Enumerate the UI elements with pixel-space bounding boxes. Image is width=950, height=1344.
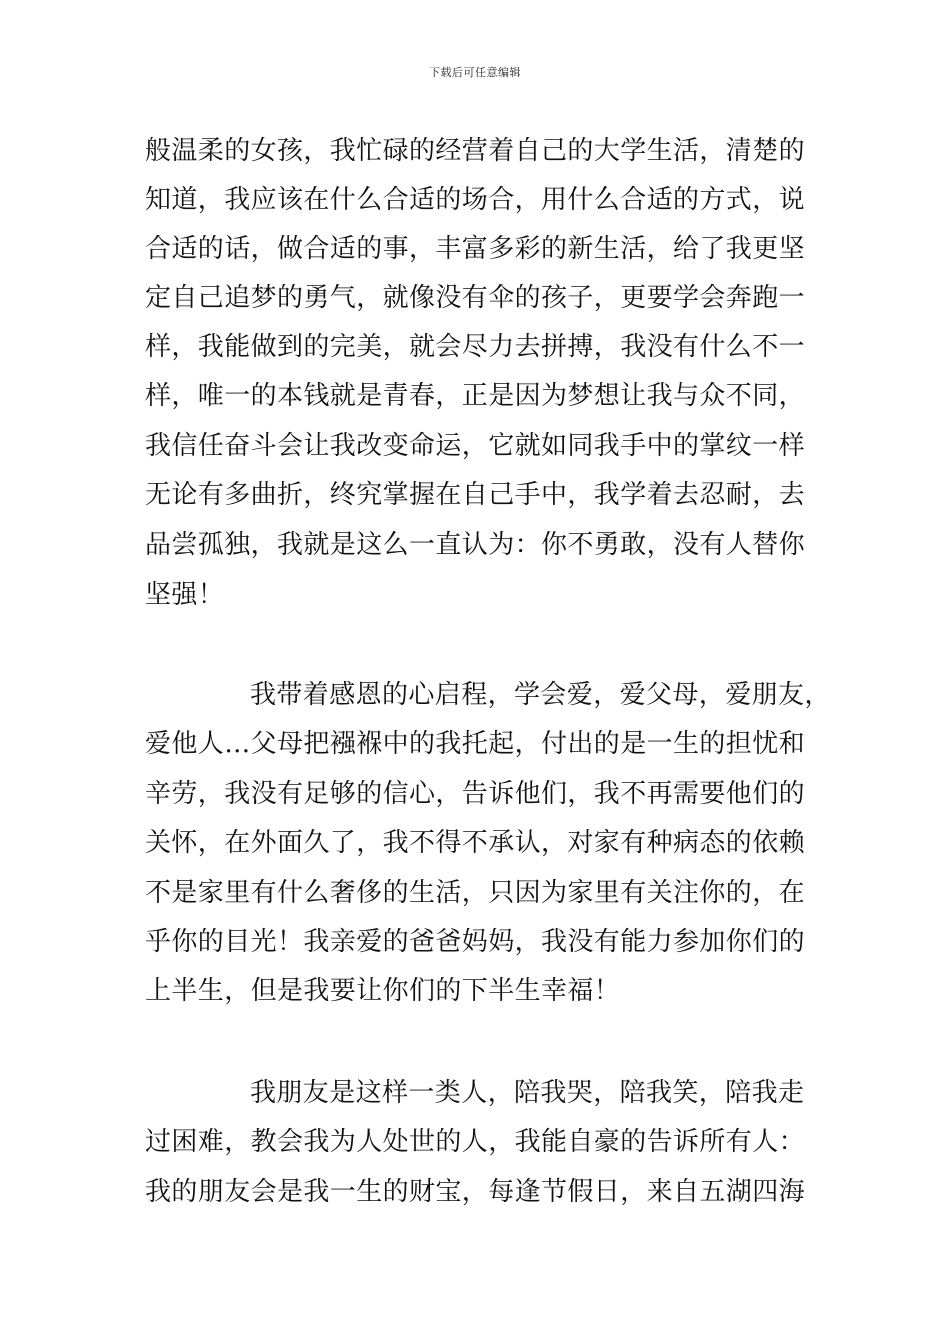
text-line: 爱他人…父母把襁褓中的我托起，付出的是一生的担忧和 <box>145 729 806 759</box>
text-line: 我信任奋斗会让我改变命运，它就如同我手中的掌纹一样 <box>145 431 806 461</box>
text-line: 般温柔的女孩，我忙碌的经营着自己的大学生活，清楚的 <box>145 136 806 166</box>
text-line: 品尝孤独，我就是这么一直认为：你不勇敢，没有人替你 <box>145 530 806 560</box>
text-line: 样，我能做到的完美，就会尽力去拼搏，我没有什么不一 <box>145 332 806 362</box>
text-line: 我的朋友会是我一生的财宝，每逢节假日，来自五湖四海 <box>145 1177 806 1207</box>
text-line: 过困难，教会我为人处世的人，我能自豪的告诉所有人： <box>145 1127 806 1157</box>
text-line: 上半生，但是我要让你们的下半生幸福！ <box>145 976 621 1006</box>
text-line: 无论有多曲折，终究掌握在自己手中，我学着去忍耐，去 <box>145 480 806 510</box>
text-line-indented: 我朋友是这样一类人，陪我哭，陪我笑，陪我走 <box>250 1078 805 1108</box>
text-line-indented: 我带着感恩的心启程，学会爱，爱父母，爱朋友， <box>250 680 831 710</box>
text-line: 知道，我应该在什么合适的场合，用什么合适的方式，说 <box>145 185 806 215</box>
text-line: 坚强！ <box>145 580 225 610</box>
text-line: 乎你的目光！我亲爱的爸爸妈妈，我没有能力参加你们的 <box>145 927 806 957</box>
text-line: 样，唯一的本钱就是青春，正是因为梦想让我与众不同， <box>145 381 806 411</box>
text-line: 合适的话，做合适的事，丰富多彩的新生活，给了我更坚 <box>145 234 806 264</box>
text-line: 关怀，在外面久了，我不得不承认，对家有种病态的依赖 <box>145 828 806 858</box>
text-line: 定自己追梦的勇气，就像没有伞的孩子，更要学会奔跑一 <box>145 283 806 313</box>
page-header: 下载后可任意编辑 <box>429 66 521 79</box>
text-line: 辛劳，我没有足够的信心，告诉他们，我不再需要他们的 <box>145 779 806 809</box>
text-line: 不是家里有什么奢侈的生活，只因为家里有关注你的，在 <box>145 878 806 908</box>
